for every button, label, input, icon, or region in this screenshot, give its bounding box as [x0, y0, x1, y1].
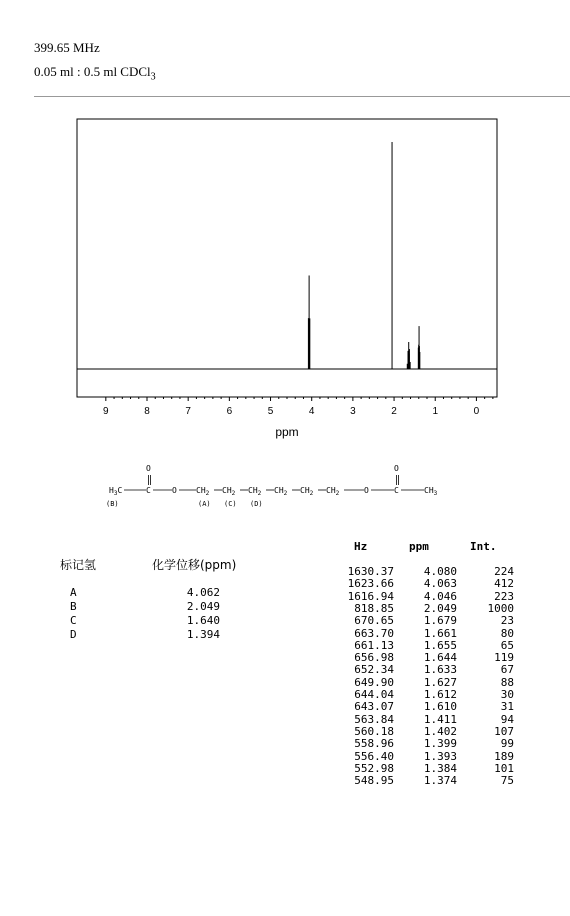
x-tick-label: 1	[432, 406, 439, 417]
peak-ppm-cell: 2.049	[423, 601, 457, 615]
peak-int-cell: 189	[494, 749, 514, 763]
x-tick-label: 2	[391, 406, 397, 417]
peak-ppm-cell: 1.661	[423, 626, 457, 640]
peak-int-cell: 30	[500, 688, 514, 701]
structure-ch2-c: $CH_2$	[222, 486, 236, 497]
structure-right-methyl: $CH_3$	[424, 486, 438, 497]
peak-hz-cell: 1616.94	[347, 589, 394, 603]
peak-hz-cell: 1623.66	[347, 577, 394, 591]
peak-ppm-cell: 4.046	[423, 589, 457, 603]
structure-ch2: $CH_2$	[300, 486, 314, 497]
assignment-shift: 2.049	[186, 600, 220, 613]
peak-ppm-cell: 1.402	[423, 724, 457, 738]
peak-int-cell: 224	[494, 565, 514, 578]
assignment-label: D	[70, 628, 77, 641]
peak-int-cell: 99	[500, 737, 514, 751]
peak-int-cell: 94	[500, 712, 514, 726]
peak-ppm-cell: 1.393	[423, 749, 457, 763]
peak-hz-cell: 670.65	[354, 614, 394, 628]
assignment-shift-header: 化学位移(ppm)	[152, 558, 237, 572]
peak-int-cell: 119	[494, 651, 514, 665]
structure-label-a: (A)	[198, 500, 211, 508]
peak-hz-cell: 656.98	[354, 651, 394, 665]
peak-hz-cell: 652.34	[354, 663, 394, 677]
peak-ppm-cell: 4.080	[423, 565, 457, 578]
structure-label-d: (D)	[250, 500, 263, 508]
peak-ppm-cell: 1.644	[423, 651, 457, 665]
peak-int-cell: 80	[500, 626, 514, 640]
x-tick-label: 7	[185, 406, 191, 417]
structure-carbonyl-carbon: C	[146, 486, 151, 495]
assignment-label-header: 标记氢	[60, 558, 97, 572]
assignment-shift: 1.640	[186, 614, 220, 627]
peak-ppm-cell: 1.612	[423, 688, 457, 701]
x-axis-label: ppm	[275, 425, 299, 439]
structure-label-c: (C)	[224, 500, 237, 508]
peak-int-cell: 1000	[487, 601, 514, 615]
peak-hz-cell: 644.04	[354, 688, 394, 701]
peak-ppm-cell: 1.411	[423, 712, 457, 726]
assignment-label: A	[70, 586, 77, 599]
peak-int-cell: 88	[500, 675, 514, 689]
assignment-shift: 4.062	[186, 586, 220, 599]
peak-hz-cell: 818.85	[354, 601, 394, 615]
assignment-shift: 1.394	[186, 628, 220, 641]
x-tick-label: 8	[144, 406, 150, 417]
peak-header-int: Int.	[470, 540, 497, 553]
structure-ester-oxygen: O	[172, 486, 177, 495]
peak-int-cell: 75	[500, 774, 514, 788]
assignment-label: C	[70, 614, 77, 627]
peak-int-cell: 65	[500, 638, 514, 652]
peak-hz-cell: 661.13	[354, 638, 394, 652]
peak-int-cell: 223	[494, 589, 514, 603]
peak-int-cell: 23	[500, 614, 514, 628]
peak-table-header	[0, 540, 570, 556]
assignment-label: B	[70, 600, 77, 613]
peak-hz-cell: 649.90	[354, 675, 394, 689]
x-tick-label: 0	[473, 406, 480, 417]
structure-carbonyl-carbon: C	[394, 486, 399, 495]
peak-hz-cell: 558.96	[354, 737, 394, 751]
peak-hz-cell: 1630.37	[347, 565, 394, 578]
peak-int-cell: 101	[494, 761, 514, 775]
structure-ch2-a: $CH_2$	[196, 486, 210, 497]
peak-ppm-cell: 1.679	[423, 614, 457, 628]
structure-ester-oxygen: O	[364, 486, 369, 495]
peak-ppm-cell: 1.610	[423, 700, 457, 714]
peak-hz-cell: 643.07	[354, 700, 394, 714]
peak-ppm-cell: 1.633	[423, 663, 457, 677]
peak-header-ppm: ppm	[409, 540, 429, 553]
peak-hz-cell: 548.95	[354, 774, 394, 788]
structure-label-b: (B)	[106, 500, 119, 508]
x-tick-label: 4	[308, 406, 315, 417]
structure-ch2-d: $CH_2$	[248, 486, 262, 497]
peak-header-hz: Hz	[354, 540, 368, 553]
x-tick-label: 9	[103, 406, 109, 417]
concentration-text: 0.05 ml : 0.5 ml CDCl	[34, 64, 151, 79]
peak-int-cell: 107	[494, 724, 514, 738]
concentration-subscript: 3	[150, 71, 156, 83]
x-tick-label: 6	[226, 406, 233, 417]
structure-carbonyl-oxygen: O	[394, 464, 399, 473]
peak-hz-cell: 552.98	[354, 761, 394, 775]
peak-ppm-cell: 4.063	[423, 577, 457, 591]
spectrometer-frequency: 399.65 MHz	[34, 40, 100, 55]
peak-ppm-cell: 1.627	[423, 675, 457, 689]
peak-hz-cell: 556.40	[354, 749, 394, 763]
peak-hz-cell: 560.18	[354, 724, 394, 738]
peak-row	[0, 774, 570, 788]
peak-hz-cell: 663.70	[354, 626, 394, 640]
x-tick-label: 5	[267, 406, 274, 417]
peak-hz-cell: 563.84	[354, 712, 394, 726]
peak-int-cell: 412	[494, 577, 514, 591]
x-tick-label: 3	[350, 406, 356, 417]
peak-ppm-cell: 1.384	[423, 761, 457, 775]
structure-ch2: $CH_2$	[326, 486, 340, 497]
structure-carbonyl-oxygen: O	[146, 464, 151, 473]
peak-int-cell: 67	[500, 663, 514, 677]
structure-ch2: $CH_2$	[274, 486, 288, 497]
peak-ppm-cell: 1.374	[423, 774, 457, 788]
peak-int-cell: 31	[500, 700, 514, 714]
peak-ppm-cell: 1.655	[423, 638, 457, 652]
peak-ppm-cell: 1.399	[423, 737, 457, 751]
structure-left-methyl: $H_3C$	[109, 486, 123, 497]
